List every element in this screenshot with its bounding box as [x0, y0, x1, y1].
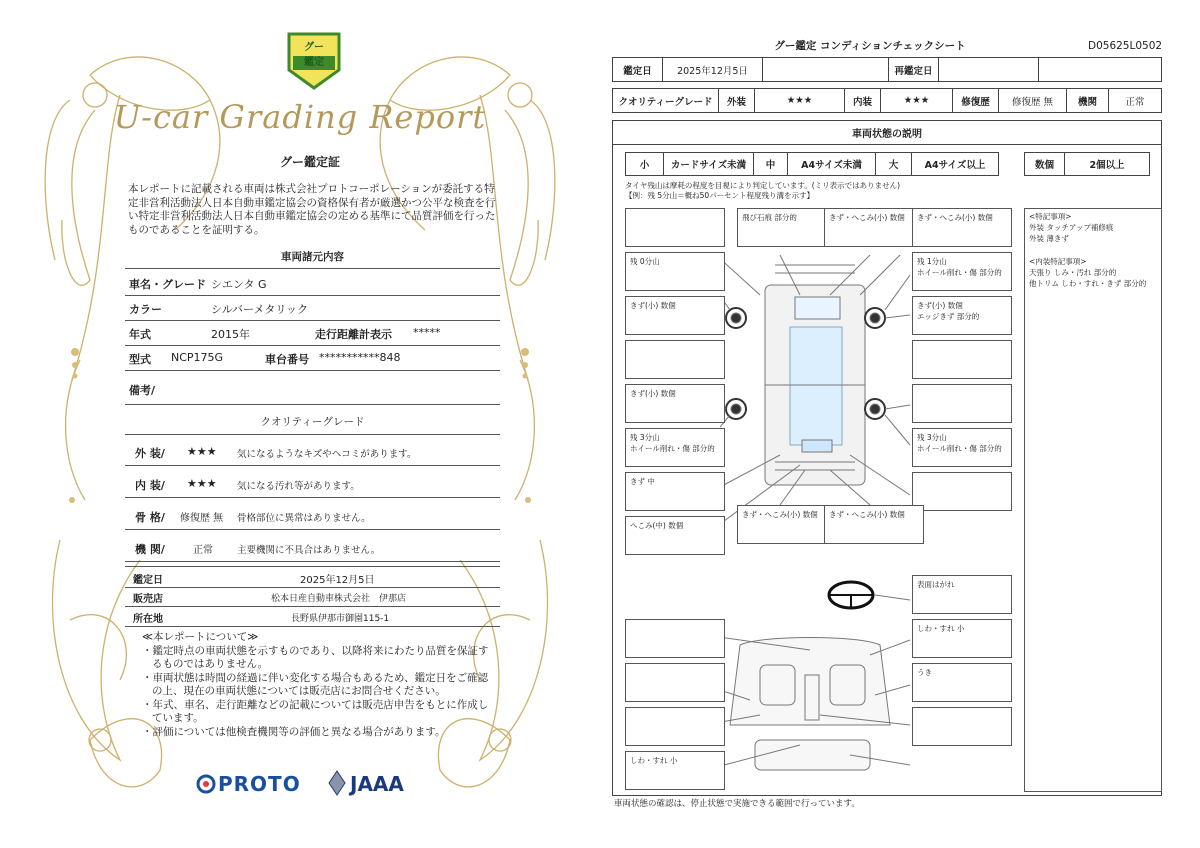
damage-box: 残 3分山 ホイール削れ・傷 部分的 — [625, 428, 725, 467]
spec-row-color — [125, 296, 500, 321]
damage-box: きず・へこみ(小) 数個 — [737, 505, 837, 544]
quality-value: 修復歴 無 — [180, 513, 224, 524]
empty-cell — [763, 58, 889, 81]
spec-label: 走行距離計表示 — [315, 328, 392, 341]
spec-label: 型式 — [129, 353, 151, 366]
quality-desc: 気になる汚れ等があります。 — [237, 481, 360, 492]
quality-row-frame — [125, 501, 500, 530]
damage-box — [912, 384, 1012, 423]
quality-row-engine — [125, 533, 500, 562]
spec-value: 2015年 — [211, 328, 250, 341]
spec-value: シルバーメタリック — [211, 303, 308, 316]
notes-title: ≪本レポートについて≫ — [142, 631, 259, 643]
interior-box — [625, 707, 725, 746]
size-legend — [625, 152, 999, 176]
spec-value: ***** — [413, 326, 441, 339]
info-value: 松本日産自動車株式会社 伊那店 — [271, 594, 407, 604]
damage-box — [912, 472, 1012, 511]
note-item: ・評価については他検査機関等の評価と異なる場合があります。 — [142, 725, 446, 738]
spec-value: シエンタ G — [211, 278, 267, 291]
badge-text: グー 鑑定 — [304, 42, 324, 68]
quality-label: 外 装/ — [135, 447, 165, 460]
info-value: 長野県伊那市御園115-1 — [291, 614, 390, 624]
interior-box — [912, 707, 1012, 746]
size-mid-desc: A4サイズ未満 — [788, 153, 876, 175]
quality-value: ★★★ — [187, 445, 217, 458]
damage-box: 飛び石痕 部分的 — [737, 208, 837, 247]
repair-value: 修復歴 無 — [999, 89, 1067, 112]
quality-value: 正常 — [193, 545, 213, 556]
damage-box: きず 中 — [625, 472, 725, 511]
interior-box: うき — [912, 663, 1012, 702]
report-notes — [138, 631, 498, 739]
sheet-title: グー鑑定 コンディションチェックシート — [774, 40, 966, 52]
spec-row-model — [125, 346, 500, 371]
jaaa-logo-icon — [328, 770, 346, 796]
quality-row-interior — [125, 469, 500, 498]
interior-title: <内装特記事項> — [1029, 257, 1087, 266]
damage-box: きず・へこみ(小) 数個 — [824, 208, 924, 247]
note-item: ・年式、車名、走行距離などの記載については販売店申告をもとに作成しています。 — [142, 698, 489, 724]
damage-box: きず・へこみ(小) 数個 — [912, 208, 1012, 247]
interior-label: 内装 — [845, 89, 881, 112]
interior-box: しわ・すれ 小 — [625, 751, 725, 790]
quality-label: 骨 格/ — [135, 511, 165, 524]
spec-label: 車名・グレード — [129, 278, 206, 291]
quality-desc: 気になるようなキズやヘコミがあります。 — [237, 449, 417, 460]
grade-row — [612, 88, 1162, 113]
size-large-desc: A4サイズ以上 — [924, 160, 986, 171]
interior-box — [625, 619, 725, 658]
quality-row-exterior — [125, 437, 500, 466]
spec-row-name — [125, 271, 500, 296]
special-item: 外装 薄きず — [1029, 234, 1069, 243]
quality-desc: 主要機関に不具合はありません。 — [237, 545, 381, 556]
repair-label: 修復歴 — [953, 89, 999, 112]
exterior-label: 外装 — [719, 89, 755, 112]
document-id: D05625L0502 — [1088, 40, 1163, 52]
interior-item: 天張り しみ・汚れ 部分的 — [1029, 268, 1117, 277]
proto-logo: PROTO — [218, 772, 301, 796]
grade-label: クオリティーグレード — [613, 89, 719, 112]
interior-value: ★★★ — [881, 89, 953, 112]
damage-box: きず(小) 数個 — [625, 384, 725, 423]
tire-example: 【例：残 5分山＝概ね50パーセント程度残り溝を示す】 — [625, 191, 815, 200]
damage-box: きず(小) 数個 エッジきず 部分的 — [912, 296, 1012, 335]
report-title: U-car Grading Report — [113, 98, 487, 136]
spec-label: 備考/ — [129, 384, 156, 397]
divider — [125, 434, 500, 435]
damage-box — [912, 340, 1012, 379]
jaaa-logo: JAAA — [350, 772, 404, 796]
date-value: 2025年12月5日 — [663, 58, 763, 81]
engine-value: 正常 — [1125, 96, 1145, 108]
interior-box: しわ・すれ 小 — [912, 619, 1012, 658]
spec-row-year — [125, 321, 500, 346]
damage-box: へこみ(中) 数個 — [625, 516, 725, 555]
certificate-title: グー鑑定証 — [279, 155, 340, 169]
note-item: ・車両状態は時間の経過に伴い変化する場合もあるため、鑑定日をご確認の上、現在の車両状態については販売店にお問合せください。 — [142, 671, 489, 697]
specs-heading: 車両諸元内容 — [281, 251, 344, 263]
sheet-footer: 車両状態の確認は、停止状態で実施できる範囲で行っています。 — [614, 799, 860, 809]
proto-logo-icon — [196, 772, 216, 796]
quality-label: 機 関/ — [135, 543, 165, 556]
info-label: 販売店 — [133, 594, 163, 605]
quality-heading: クオリティーグレード — [260, 416, 365, 428]
divider — [125, 268, 500, 269]
quality-label: 内 装/ — [135, 479, 165, 492]
interior-item: 他トリム しわ・すれ・きず 部分的 — [1029, 279, 1147, 288]
reinspect-value — [939, 58, 1039, 81]
spec-label: 年式 — [129, 328, 151, 341]
damage-box: 残 0分山 — [625, 252, 725, 291]
spec-value: NCP175G — [171, 351, 224, 364]
interior-box — [625, 663, 725, 702]
damage-box: きず・へこみ(小) 数個 — [824, 505, 924, 544]
condition-sheet — [600, 0, 1200, 848]
quality-value: ★★★ — [187, 477, 217, 490]
quality-desc: 骨格部位に異常はありません。 — [237, 513, 371, 524]
goo-badge-icon — [285, 30, 343, 92]
damage-box — [625, 340, 725, 379]
certificate-statement: 本レポートに記載される車両は株式会社プロトコーポレーションが委託する特定非営利活動法人日本自動車鑑定協会の資格保有者が厳選かつ公平な検査を行い特定非営利活動法人日本自動車鑑定協会の定める基準にて品質評価を行ったものであることを証明する。 — [128, 183, 496, 236]
exterior-value: ★★★ — [755, 89, 845, 112]
engine-label: 機関 — [1067, 89, 1109, 112]
reinspect-label: 再鑑定日 — [889, 58, 939, 81]
damage-box: 残 1分山 ホイール削れ・傷 部分的 — [912, 252, 1012, 291]
size-small: 小 — [626, 153, 664, 175]
inspection-date-row — [125, 566, 500, 588]
empty-cell — [1039, 58, 1161, 81]
size-mid: 中 — [754, 153, 788, 175]
special-item: 外装 タッチアップ補修痕 — [1029, 223, 1114, 232]
spec-label: カラー — [129, 303, 162, 316]
count-desc: 2個以上 — [1089, 160, 1125, 171]
damage-box: きず(小) 数個 — [625, 296, 725, 335]
special-title: <特記事項> — [1029, 212, 1072, 221]
count-label: 数個 — [1025, 153, 1065, 175]
spec-label: 車台番号 — [265, 353, 309, 366]
damage-box — [625, 208, 725, 247]
address-row — [125, 607, 500, 627]
spec-value: ***********848 — [319, 351, 401, 364]
spec-row-remarks — [125, 374, 500, 405]
info-label: 鑑定日 — [133, 575, 163, 586]
date-label: 鑑定日 — [613, 58, 663, 81]
note-item: ・鑑定時点の車両状態を示すものであり、以降将来にわたり品質を保証するものではありません。 — [142, 644, 489, 670]
info-label: 所在地 — [133, 614, 163, 625]
info-value: 2025年12月5日 — [300, 575, 375, 586]
damage-box: 残 3分山 ホイール削れ・傷 部分的 — [912, 428, 1012, 467]
special-notes — [1024, 208, 1162, 792]
date-row — [612, 57, 1162, 82]
condition-heading: 車両状態の説明 — [612, 120, 1162, 145]
count-legend — [1024, 152, 1150, 176]
size-small-desc: カードサイズ未満 — [664, 153, 754, 175]
interior-box: 表面はがれ — [912, 575, 1012, 614]
dealer-row — [125, 587, 500, 607]
tire-note: タイヤ残山は摩耗の程度を目視により判定しています。(ミリ表示ではありません) — [625, 181, 901, 190]
size-large: 大 — [876, 153, 912, 175]
